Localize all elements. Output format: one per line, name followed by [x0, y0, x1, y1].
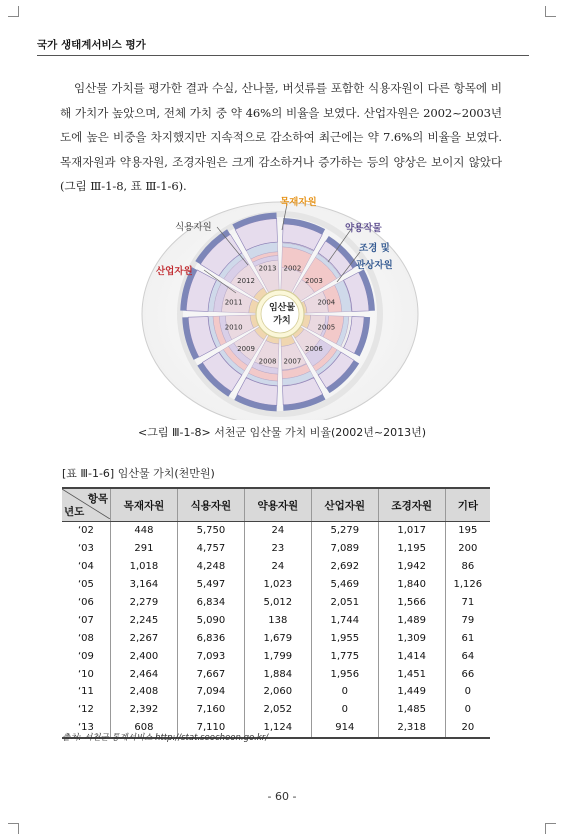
corner-header-cell	[62, 488, 111, 522]
value-cell: 1,017	[378, 522, 445, 540]
column-header: 식용자원	[177, 488, 244, 522]
value-cell: 0	[311, 683, 378, 701]
value-cell: 1,775	[311, 647, 378, 665]
value-cell: 61	[445, 629, 490, 647]
year-label: 2011	[224, 298, 243, 307]
year-cell: ‘12	[78, 704, 94, 716]
value-cell: 71	[445, 594, 490, 612]
value-cell: 1,956	[311, 665, 378, 683]
value-table	[62, 487, 490, 739]
value-cell: 1,679	[244, 629, 311, 647]
crop-mark-bottom-left	[8, 823, 19, 834]
value-cell: 2,318	[378, 719, 445, 738]
table-row	[62, 558, 490, 576]
value-cell: 2,692	[311, 558, 378, 576]
value-cell: 1,124	[244, 719, 311, 738]
value-cell: 5,012	[244, 594, 311, 612]
year-label: 2006	[305, 344, 323, 353]
value-cell: 2,408	[111, 683, 178, 701]
table-row	[62, 522, 490, 540]
value-cell: 6,834	[177, 594, 244, 612]
value-cell: 1,018	[111, 558, 178, 576]
crop-mark-top-left	[8, 6, 19, 17]
value-cell: 0	[445, 701, 490, 719]
label-landscape-line2: 관상자원	[356, 260, 393, 271]
value-cell: 7,110	[177, 719, 244, 738]
value-cell: 0	[311, 701, 378, 719]
center-label-2: 가치	[273, 316, 291, 326]
value-cell: 5,090	[177, 611, 244, 629]
value-cell: 1,799	[244, 647, 311, 665]
value-cell: 1,840	[378, 576, 445, 594]
year-label: 2002	[283, 264, 302, 273]
value-cell: 5,497	[177, 576, 244, 594]
value-cell: 291	[111, 540, 178, 558]
value-cell: 1,023	[244, 576, 311, 594]
value-cell: 64	[445, 647, 490, 665]
page-number: - 60 -	[267, 790, 297, 803]
year-cell: ‘02	[78, 525, 94, 537]
year-label: 2004	[317, 298, 336, 307]
value-cell: 2,392	[111, 701, 178, 719]
value-cell: 0	[445, 683, 490, 701]
crop-mark-bottom-right	[545, 823, 556, 834]
label-medicinal: 약용작물	[345, 223, 382, 234]
running-header: 국가 생태계서비스 평가	[37, 39, 146, 51]
value-cell: 6,836	[177, 629, 244, 647]
column-header: 조경자원	[378, 488, 445, 522]
table-body	[62, 522, 490, 738]
value-cell: 5,279	[311, 522, 378, 540]
value-cell: 20	[445, 719, 490, 738]
value-cell: 2,060	[244, 683, 311, 701]
column-header: 약용자원	[244, 488, 311, 522]
year-cell: ‘07	[78, 614, 94, 626]
value-cell: 200	[445, 540, 490, 558]
value-cell: 195	[445, 522, 490, 540]
table-header-row	[62, 488, 490, 522]
value-cell: 4,248	[177, 558, 244, 576]
center-label-1: 임산물	[268, 303, 296, 313]
value-cell: 7,093	[177, 647, 244, 665]
table-row	[62, 611, 490, 629]
value-cell: 138	[244, 611, 311, 629]
year-cell: ‘04	[78, 561, 94, 573]
year-label: 2008	[258, 357, 277, 366]
figure-caption: <그림 Ⅲ-1-8> 서천군 임산물 가치 비율(2002년~2013년)	[138, 426, 426, 439]
year-cell: ‘03	[78, 543, 94, 555]
body-paragraph: 임산물 가치를 평가한 결과 수실, 산나물, 버섯류를 포함한 식용자원이 다른 항목에 비해 가치가 높았으며, 전체 가치 중 약 46%의 비율을 보였다. 산업자원은 2002~2003년도에 높은 비중을 차지했지만 지속적으로 감소하여 최근에는 약 7.6%의 비율을 보였다. 목재자원과 약용자원, 조경자원은 크게 감소하거나 증가하는 등의 양상은 보이지 않았다(그림 Ⅲ-1-8, 표 Ⅲ-1-6).	[60, 81, 502, 193]
value-cell: 1,884	[244, 665, 311, 683]
corner-label-item: 항목	[87, 493, 108, 505]
value-cell: 23	[244, 540, 311, 558]
value-cell: 2,051	[311, 594, 378, 612]
header-rule	[37, 55, 529, 56]
year-label: 2010	[224, 323, 243, 332]
value-cell: 608	[111, 719, 178, 738]
year-cell: ‘13	[62, 719, 111, 738]
value-cell: 1,955	[311, 629, 378, 647]
value-cell: 7,160	[177, 701, 244, 719]
crop-mark-top-right	[545, 6, 556, 17]
value-cell: 1,942	[378, 558, 445, 576]
value-cell: 2,245	[111, 611, 178, 629]
year-label: 2009	[237, 344, 255, 353]
value-cell: 448	[111, 522, 178, 540]
value-cell: 5,469	[311, 576, 378, 594]
value-cell: 1,414	[378, 647, 445, 665]
column-header: 기타	[445, 488, 490, 522]
column-header: 산업자원	[311, 488, 378, 522]
value-cell: 4,757	[177, 540, 244, 558]
label-edible: 식용자원	[175, 222, 212, 233]
table-row	[62, 701, 490, 719]
value-cell: 7,089	[311, 540, 378, 558]
table-row	[62, 594, 490, 612]
year-cell: ‘05	[78, 579, 94, 591]
value-cell: 79	[445, 611, 490, 629]
value-cell: 7,094	[177, 683, 244, 701]
radial-chart-figure	[132, 190, 432, 420]
value-cell: 1,309	[378, 629, 445, 647]
label-landscape-line1: 조경 및	[359, 243, 390, 254]
value-cell: 5,750	[177, 522, 244, 540]
year-label: 2003	[305, 277, 323, 286]
corner-label-year: 년도	[64, 506, 85, 518]
year-cell: ‘09	[78, 650, 94, 662]
value-cell: 2,267	[111, 629, 178, 647]
year-label: 2005	[317, 323, 336, 332]
value-cell: 914	[311, 719, 378, 738]
value-cell: 2,464	[111, 665, 178, 683]
column-header: 목재자원	[111, 488, 178, 522]
value-cell: 2,052	[244, 701, 311, 719]
year-cell: ‘10	[78, 668, 94, 680]
value-cell: 1,451	[378, 665, 445, 683]
table-source: 출처: 서천군 통계서비스 http://stat.seocheon.go.kr/	[62, 733, 269, 743]
value-cell: 7,667	[177, 665, 244, 683]
table-row	[62, 629, 490, 647]
value-cell: 86	[445, 558, 490, 576]
value-cell: 1,126	[445, 576, 490, 594]
value-cell: 2,400	[111, 647, 178, 665]
value-cell: 1,744	[311, 611, 378, 629]
value-cell: 1,489	[378, 611, 445, 629]
year-cell: ‘06	[78, 597, 94, 608]
year-label: 2013	[258, 264, 277, 273]
value-cell: 3,164	[111, 576, 178, 594]
table-row	[62, 540, 490, 558]
year-label: 2007	[283, 357, 302, 366]
value-cell: 24	[244, 522, 311, 540]
year-cell: ‘11	[78, 686, 94, 698]
year-label: 2012	[237, 277, 255, 286]
table-row	[62, 647, 490, 665]
label-industrial: 산업자원	[156, 266, 193, 277]
value-cell: 1,195	[378, 540, 445, 558]
year-cell: ‘08	[78, 632, 94, 644]
value-cell: 24	[244, 558, 311, 576]
value-cell: 1,449	[378, 683, 445, 701]
value-cell: 2,279	[111, 594, 178, 612]
table-title: [표 Ⅲ-1-6] 임산물 가치(천만원)	[62, 467, 215, 480]
table-row	[62, 683, 490, 701]
label-timber: 목재자원	[280, 197, 317, 208]
value-cell: 66	[445, 665, 490, 683]
table-row	[62, 576, 490, 594]
table-row	[62, 665, 490, 683]
value-cell: 1,566	[378, 594, 445, 612]
value-cell: 1,485	[378, 701, 445, 719]
